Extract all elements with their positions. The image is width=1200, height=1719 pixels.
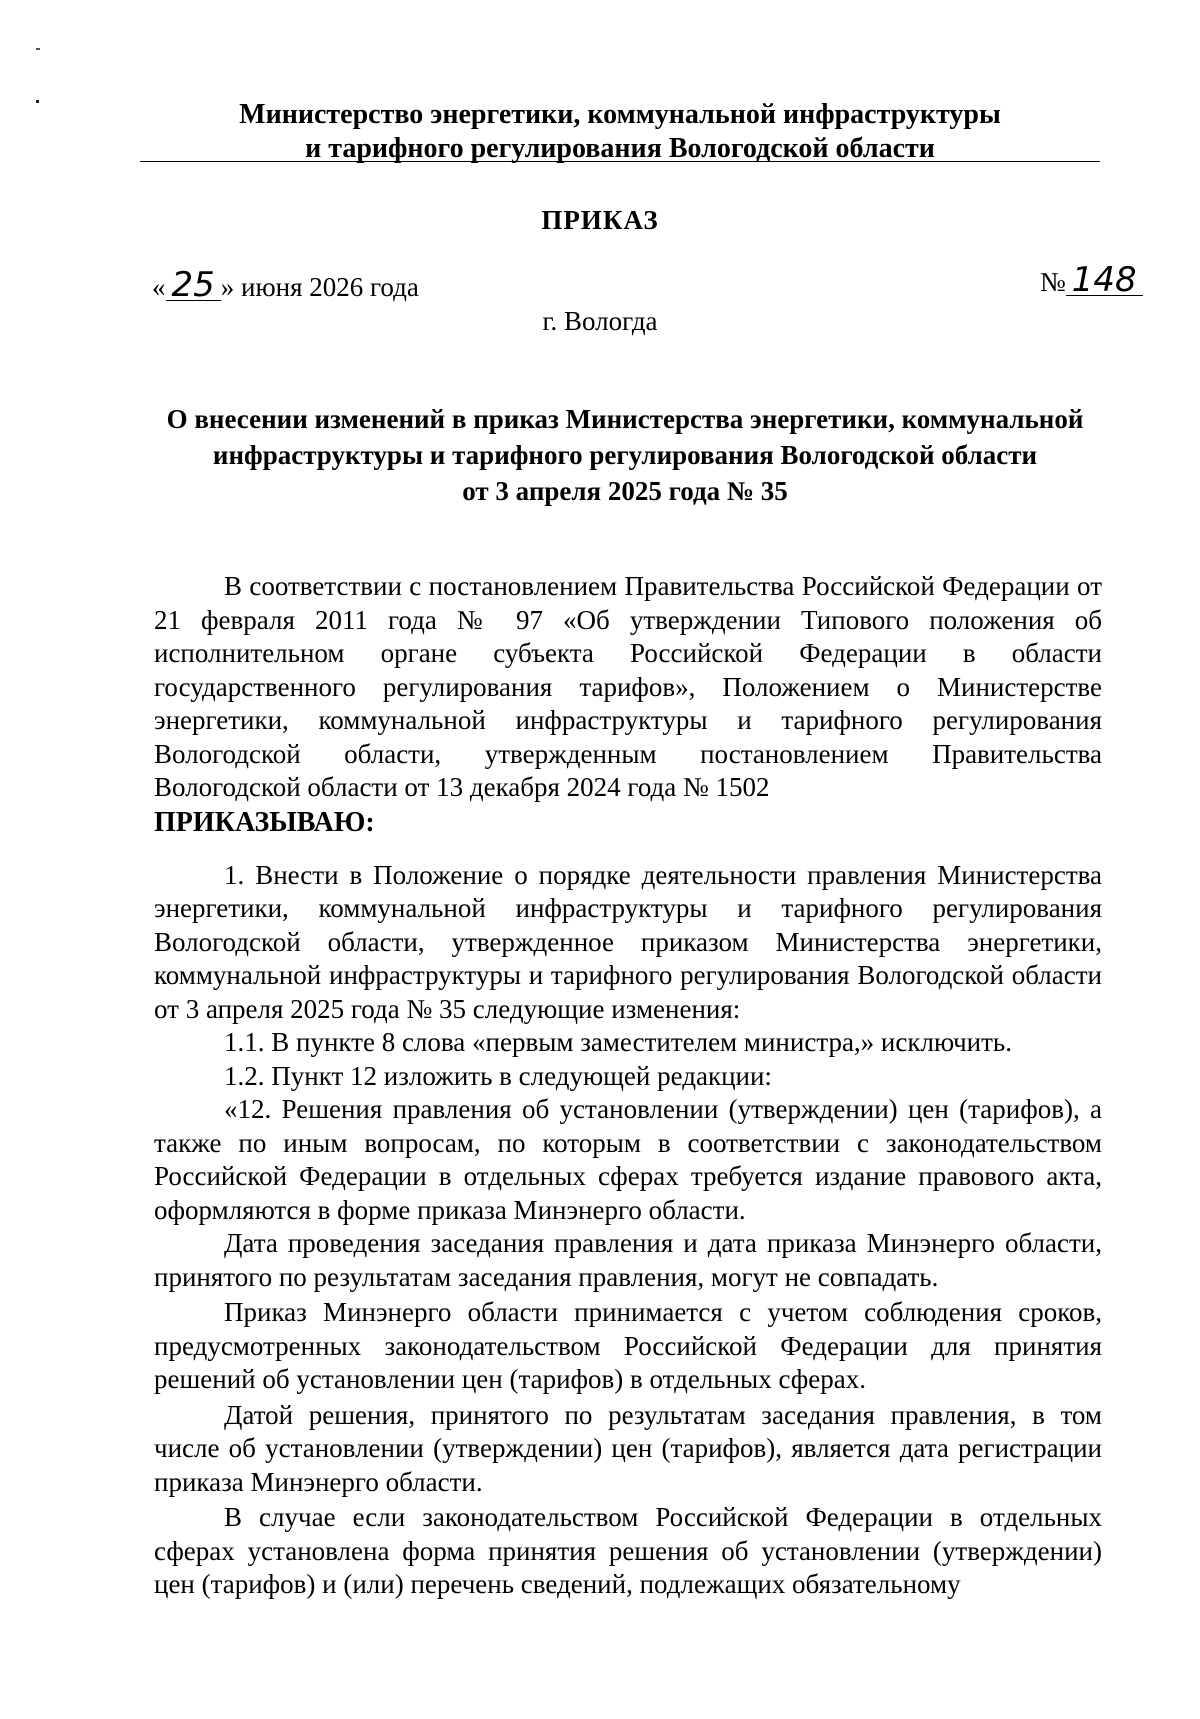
clause-12-paragraph: Датой решения, принятого по результатам заседания правления, в том числе об установлении (утверждении) цен (тарифов), является дата регистрации приказа Минэнерго области.: [154, 1399, 1102, 1497]
scan-marks: [36, 48, 42, 108]
item-1-paragraph: 1. Внести в Положение о порядке деятельности правления Министерства энергетики, коммунальной инфраструктуры и тарифного регулирования Вологодской области, утвержденное приказом Министерства энергетики, коммунальной инфраструктуры и тарифного регулирования Вологодской области от 3 апреля 2025 года № 35 следующие изменения:: [154, 859, 1102, 1024]
header-divider: [140, 161, 1100, 162]
number-label: №: [1040, 267, 1066, 297]
item-1-1-paragraph: 1.1. В пункте 8 слова «первым заместителем министра,» исключить.: [224, 1027, 1012, 1057]
preamble-paragraph: В соответствии с постановлением Правительства Российской Федерации от 21 февраля 2011 года № 97 «Об утверждении Типового положения об исполнительном органе субъекта Российской Федерации в области государственного регулирования тарифов», Положением о Министерстве энергетики, коммунальной инфраструктуры и тарифного регулирования Вологодской области, утвержденным постановлением Правительства Вологодской области от 13 декабря 2024 года № 1502: [154, 571, 1102, 802]
organization-header: [140, 98, 1100, 166]
date-day-handwritten: 25: [166, 270, 221, 301]
clause-12-paragraph: Приказ Минэнерго области принимается с учетом соблюдения сроков, предусмотренных законодательством Российской Федерации для принятия решений об установлении цен (тарифов) в отдельных сферах.: [154, 1297, 1102, 1394]
document-type-title: ПРИКАЗ: [541, 205, 659, 235]
org-line-2: и тарифного регулирования Вологодской области: [305, 133, 935, 164]
order-word: ПРИКАЗЫВАЮ:: [154, 806, 375, 838]
subject-line-3: от 3 апреля 2025 года № 35: [462, 476, 788, 506]
document-subject: [150, 401, 1100, 509]
document-date: [152, 265, 419, 305]
org-line-1: Министерство энергетики, коммунальной инфраструктуры: [239, 99, 1001, 130]
number-value-handwritten: 148: [1066, 265, 1143, 296]
document-number: [1040, 260, 1143, 300]
date-month-year: » июня 2026 года: [220, 272, 419, 302]
date-open-quote: «: [152, 272, 166, 302]
subject-line-2: инфраструктуры и тарифного регулирования Вологодской области: [212, 440, 1038, 470]
subject-line-1: О внесении изменений в приказ Министерства энергетики, коммунальной: [166, 404, 1084, 434]
clause-12-paragraph: «12. Решения правления об установлении (утверждении) цен (тарифов), а также по иным вопросам, по которым в соответствии с законодательством Российской Федерации в отдельных сферах требуется издание правового акта, оформляются в форме приказа Минэнерго области.: [154, 1094, 1102, 1225]
document-city: г. Вологда: [542, 306, 658, 336]
scan-speck: [36, 100, 39, 103]
document-body: [154, 570, 1102, 1602]
scan-speck: [36, 48, 40, 50]
clause-12-paragraph: В случае если законодательством Российской Федерации в отдельных сферах установлена форма принятия решения об установлении (утверждении) цен (тарифов) и (или) перечень сведений, подлежащих обязательному: [154, 1502, 1102, 1599]
clause-12-paragraph: Дата проведения заседания правления и дата приказа Минэнерго области, принятого по результатам заседания правления, могут не совпадать.: [154, 1228, 1102, 1292]
item-1-2-paragraph: 1.2. Пункт 12 изложить в следующей редакции:: [224, 1060, 772, 1091]
